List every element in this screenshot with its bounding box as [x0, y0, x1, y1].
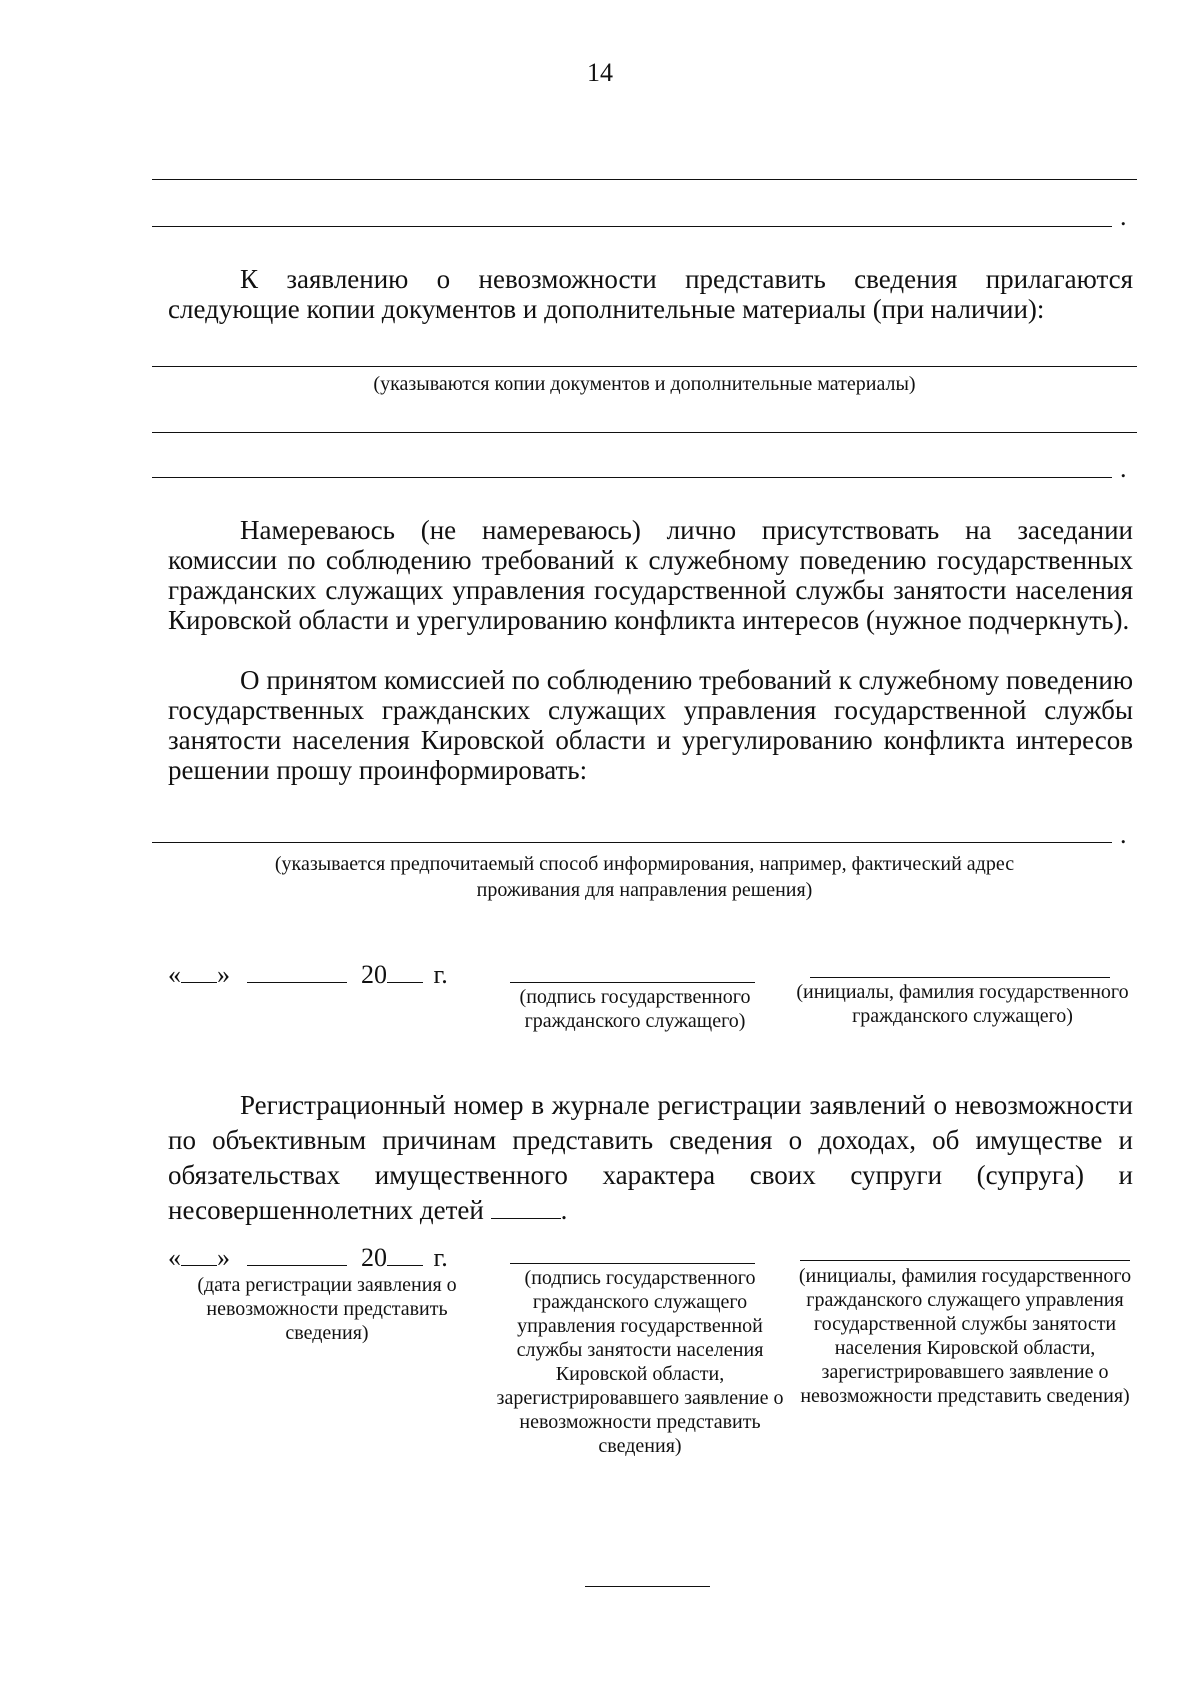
- registrar-signature-caption: (подпись государственного гражданского служащего управления государственной службы занятости населения Кировской области, зарегистрировавшего заявление о невозможности представить сведения): [496, 1267, 784, 1457]
- date-close-quote: »: [217, 1243, 230, 1272]
- end-of-document-rule: [585, 1586, 710, 1587]
- year-blank[interactable]: [387, 960, 423, 983]
- intention-text: Намереваюсь (не намереваюсь) лично присутствовать на заседании комиссии по соблюдению требований к служебному поведению государственных гражданских служащих управления государственной службы занятости населения Кировской области и урегулированию конфликта интересов (нужное подчеркнуть).: [168, 515, 1133, 635]
- fill-line: [152, 842, 1112, 843]
- registrar-name-line[interactable]: [800, 1260, 1130, 1261]
- registration-paragraph: [168, 1088, 1133, 1228]
- registrar-name-caption: (инициалы, фамилия государственного гражданского служащего управления государственной службы занятости населения Кировской области, зарегистрировавшего заявление о невозможности представить сведения): [798, 1265, 1132, 1407]
- attachments-caption: (указываются копии документов и дополнительные материалы): [373, 373, 916, 395]
- year-suffix: г.: [433, 1243, 448, 1272]
- signature-line[interactable]: [510, 982, 755, 983]
- decision-caption-line-2: проживания для направления решения): [476, 879, 813, 901]
- page-number: 14: [587, 58, 613, 87]
- month-blank[interactable]: [247, 960, 347, 983]
- fill-line: [152, 432, 1137, 433]
- registration-date-caption: (дата регистрации заявления о невозможности представить сведения): [197, 1274, 457, 1344]
- decision-paragraph: [168, 665, 1133, 785]
- decision-caption-line-1: (указывается предпочитаемый способ информирования, например, фактический адрес: [274, 853, 1015, 875]
- month-blank[interactable]: [247, 1243, 347, 1266]
- day-blank[interactable]: [181, 960, 217, 983]
- attachments-text: К заявлению о невозможности представить сведения прилагаются следующие копии документов и дополнительные материалы (при наличии):: [168, 264, 1133, 324]
- date-open-quote: «: [168, 960, 181, 989]
- registrar-signature-line[interactable]: [510, 1263, 755, 1264]
- fill-line: [152, 477, 1112, 478]
- date-close-quote: »: [217, 960, 230, 989]
- attachments-paragraph: [168, 264, 1133, 324]
- line-period: .: [1120, 820, 1127, 849]
- day-blank[interactable]: [181, 1243, 217, 1266]
- name-caption: (инициалы, фамилия государственного гражданского служащего): [796, 981, 1129, 1027]
- decision-text: О принятом комиссией по соблюдению требований к служебному поведению государственных гражданских служащих управления государственной службы занятости населения Кировской области и урегулированию конфликта интересов решении прошу проинформировать:: [168, 665, 1133, 785]
- fill-line: [152, 179, 1137, 180]
- year-suffix: г.: [433, 960, 448, 989]
- registration-period: .: [560, 1195, 568, 1225]
- intention-paragraph: [168, 515, 1133, 635]
- year-blank[interactable]: [387, 1243, 423, 1266]
- line-period: .: [1120, 202, 1127, 231]
- registration-text: Регистрационный номер в журнале регистрации заявлений о невозможности по объективным причинам представить сведения о доходах, об имуществе и обязательствах имущественного характера своих супруги (супруга) и несовершеннолетних детей: [168, 1090, 1133, 1225]
- name-line[interactable]: [810, 977, 1110, 978]
- fill-line: [152, 366, 1137, 367]
- date-field[interactable]: [168, 960, 448, 990]
- line-period: .: [1120, 454, 1127, 483]
- registration-date-field[interactable]: [168, 1243, 448, 1273]
- year-prefix: 20: [361, 960, 387, 989]
- registration-number-blank[interactable]: [491, 1196, 561, 1219]
- signature-caption: (подпись государственного гражданского служащего): [519, 986, 751, 1032]
- date-open-quote: «: [168, 1243, 181, 1272]
- fill-line: [152, 226, 1112, 227]
- year-prefix: 20: [361, 1243, 387, 1272]
